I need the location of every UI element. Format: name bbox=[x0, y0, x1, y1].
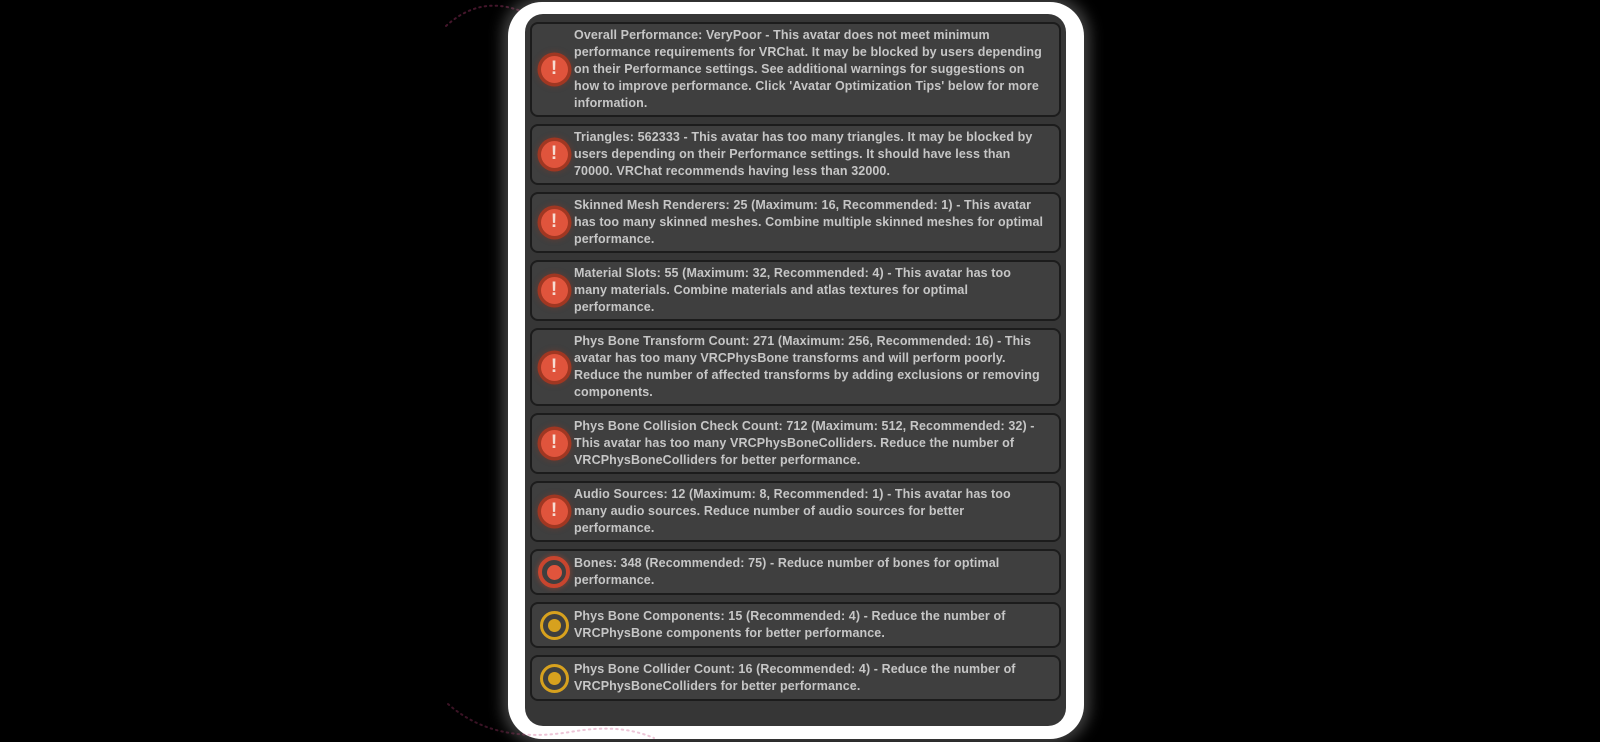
error-icon bbox=[534, 277, 574, 304]
error-icon bbox=[534, 498, 574, 525]
warning-row bbox=[530, 413, 1061, 474]
warning-row bbox=[530, 655, 1061, 701]
warning-text: Phys Bone Components: 15 (Recommended: 4) - Reduce the number of VRCPhysBone components for better performance. bbox=[574, 609, 1006, 640]
warning-row bbox=[530, 481, 1061, 542]
warning-text: Audio Sources: 12 (Maximum: 8, Recommended: 1) - This avatar has too many audio sources. Reduce number of audio sources for better performance. bbox=[574, 487, 1011, 535]
icon-glyph: ! bbox=[550, 432, 558, 453]
error-icon bbox=[534, 56, 574, 83]
warning-row bbox=[530, 260, 1061, 321]
warning-text: Skinned Mesh Renderers: 25 (Maximum: 16, Recommended: 1) - This avatar has too many skinned meshes. Combine multiple skinned meshes for optimal performance. bbox=[574, 198, 1044, 246]
warning-row bbox=[530, 22, 1061, 117]
error-icon bbox=[534, 354, 574, 381]
warning-row bbox=[530, 124, 1061, 185]
red-circle-icon bbox=[534, 556, 574, 588]
icon-glyph: ! bbox=[550, 355, 558, 377]
warning-row bbox=[530, 192, 1061, 253]
warning-text: Overall Performance: VeryPoor - This avatar does not meet minimum performance requirements for VRChat. It may be blocked by users depending on their Performance settings. See additional warnings for suggestions on how to improve performance. Click 'Avatar Optimization Tips' below for more information. bbox=[574, 28, 1042, 110]
icon-glyph: ! bbox=[550, 500, 558, 521]
warning-row bbox=[530, 602, 1061, 648]
warning-text: Phys Bone Transform Count: 271 (Maximum: 256, Recommended: 16) - This avatar has too many VRCPhysBone transforms and will perform poorly. Reduce the number of affected transforms by adding exclusions or removing components. bbox=[574, 334, 1040, 399]
icon-glyph: ! bbox=[550, 279, 558, 300]
yellow-circle-icon bbox=[534, 611, 574, 640]
icon-glyph: ! bbox=[550, 211, 558, 232]
warning-text: Phys Bone Collider Count: 16 (Recommended: 4) - Reduce the number of VRCPhysBoneColliders for better performance. bbox=[574, 662, 1016, 693]
yellow-circle-icon bbox=[534, 664, 574, 693]
icon-glyph: ! bbox=[550, 143, 558, 164]
warning-text: Triangles: 562333 - This avatar has too many triangles. It may be blocked by users depending on their Performance settings. It should have less than 70000. VRChat recommends having less than 32000. bbox=[574, 130, 1033, 178]
performance-warnings-panel bbox=[525, 14, 1066, 726]
warning-row bbox=[530, 549, 1061, 595]
error-icon bbox=[534, 430, 574, 457]
error-icon bbox=[534, 141, 574, 168]
warning-text: Phys Bone Collision Check Count: 712 (Maximum: 512, Recommended: 32) - This avatar has too many VRCPhysBoneColliders. Reduce the number of VRCPhysBoneColliders for better performance. bbox=[574, 419, 1035, 467]
warning-row bbox=[530, 328, 1061, 406]
warning-text: Bones: 348 (Recommended: 75) - Reduce number of bones for optimal performance. bbox=[574, 556, 1000, 587]
warning-text: Material Slots: 55 (Maximum: 32, Recommended: 4) - This avatar has too many materials. Combine materials and atlas textures for optimal performance. bbox=[574, 266, 1011, 314]
error-icon bbox=[534, 209, 574, 236]
window-card bbox=[508, 2, 1084, 739]
icon-glyph: ! bbox=[550, 58, 558, 79]
